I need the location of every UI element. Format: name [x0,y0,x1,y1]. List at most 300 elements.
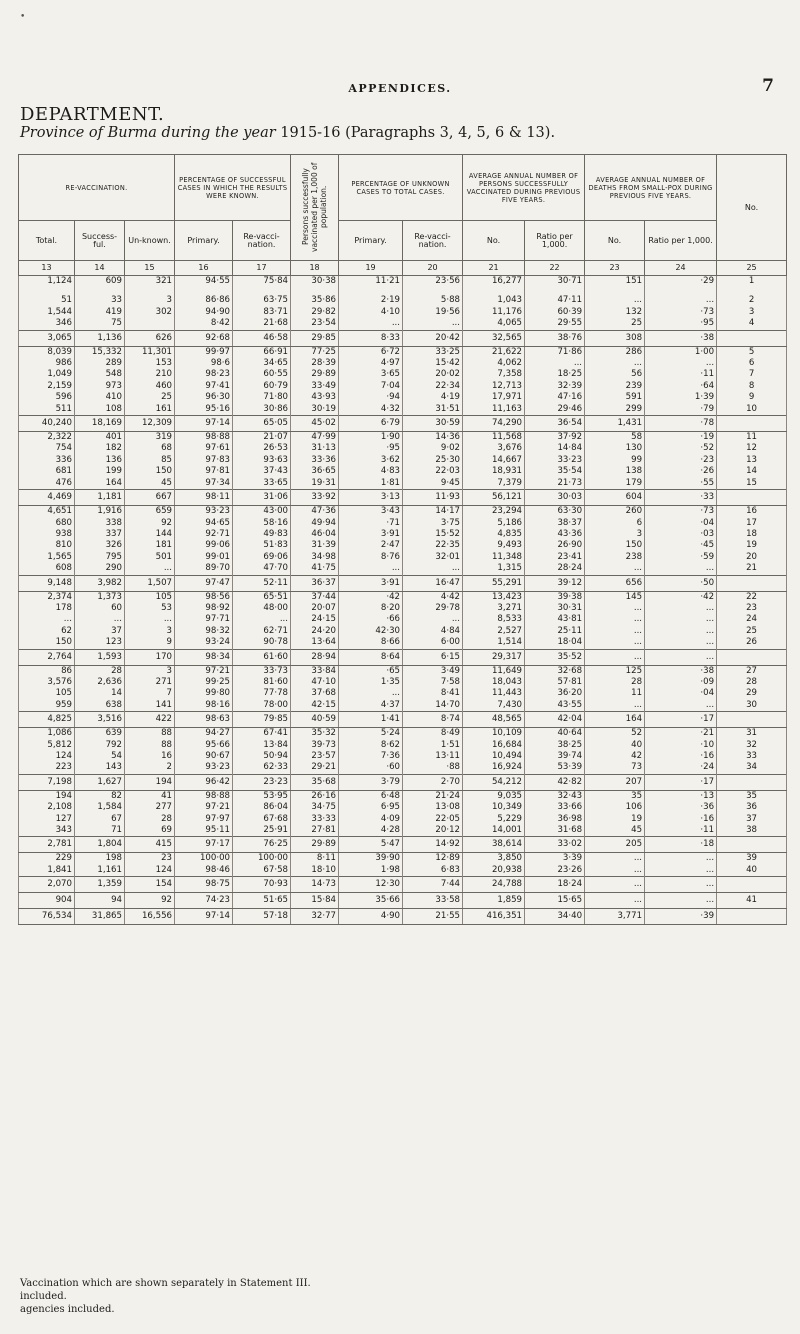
table-cell: 33·25 [403,346,463,358]
table-cell: 99·25 [175,677,233,688]
table-cell: 33·73 [233,665,291,677]
table-cell: 99 [585,455,645,466]
table-cell: 99·06 [175,540,233,551]
table-cell: 97·61 [175,443,233,454]
table-cell: 25 [125,392,175,403]
table-cell: 30·38 [291,276,339,288]
table-cell [75,287,125,295]
table-cell: 30·19 [291,404,339,416]
table-cell [291,287,339,295]
table-cell: 238 [585,552,645,563]
table-row [19,518,787,529]
table-cell: 1,373 [75,591,125,603]
table-cell: 904 [19,893,75,909]
table-cell: 34·65 [233,358,291,369]
row-number-cell: 28 [717,677,787,688]
table-cell: 36·65 [291,466,339,477]
table-cell: 32·77 [291,909,339,925]
row-number-cell [717,416,787,432]
table-cell: 46·04 [291,529,339,540]
row-number-cell [717,575,787,591]
table-cell: 51·65 [233,893,291,909]
table-cell: 959 [19,700,75,712]
total-row [19,877,787,893]
vaccination-table [18,154,787,925]
table-cell: 45 [585,825,645,837]
table-cell: ... [585,700,645,712]
table-cell: 21·68 [233,318,291,330]
table-cell: 5,229 [463,814,525,825]
table-cell: 986 [19,358,75,369]
row-number-cell: 38 [717,825,787,837]
table-cell: 42·82 [525,774,585,790]
table-cell: 3,982 [75,575,125,591]
table-row [19,637,787,649]
table-cell: 150 [19,637,75,649]
footnote-2: included. [20,1291,67,1302]
table-cell: 96·30 [175,392,233,403]
table-cell: ... [585,614,645,625]
table-cell: 1,584 [75,802,125,813]
table-cell: 33 [75,295,125,306]
table-cell: 596 [19,392,75,403]
table-cell: 150 [585,540,645,551]
table-cell: 1·98 [339,865,403,877]
table-cell: ·55 [645,478,717,490]
table-cell: ... [585,865,645,877]
table-cell: 1,431 [585,416,645,432]
table-cell: 88 [125,740,175,751]
table-cell: 41·75 [291,563,339,575]
table-cell: 97·47 [175,575,233,591]
table-row [19,506,787,518]
row-number-cell: 16 [717,506,787,518]
table-cell: ·21 [645,728,717,740]
table-cell: 94·55 [175,276,233,288]
row-number-cell: 31 [717,728,787,740]
table-cell: 18,043 [463,677,525,688]
table-cell: 22·34 [403,381,463,392]
table-cell: 33·49 [291,381,339,392]
table-cell: 11·21 [339,276,403,288]
table-cell: 31·39 [291,540,339,551]
table-cell: 681 [19,466,75,477]
table-cell: ... [75,614,125,625]
table-cell: 30·71 [525,276,585,288]
table-cell: 3 [125,295,175,306]
table-cell: 25·11 [525,626,585,637]
table-cell: 667 [125,490,175,506]
table-cell: 336 [19,455,75,466]
table-cell: 62 [19,626,75,637]
table-cell: 3 [125,665,175,677]
table-row [19,404,787,416]
table-cell: 23·23 [233,774,291,790]
table-cell: 100·00 [175,853,233,865]
table-cell: 8·20 [339,603,403,614]
table-cell: 13·08 [403,802,463,813]
department-heading: DEPARTMENT. [20,104,165,125]
table-cell: 36·20 [525,688,585,699]
table-cell: 93·23 [175,506,233,518]
table-cell: 23·26 [525,865,585,877]
table-cell: 1·00 [645,346,717,358]
table-cell: 98·63 [175,712,233,728]
table-cell: 143 [75,762,125,774]
table-cell: 47·99 [291,432,339,444]
table-cell: 41 [125,790,175,802]
table-row [19,825,787,837]
table-cell: 18·25 [525,369,585,380]
table-cell: 75·84 [233,276,291,288]
table-row [19,700,787,712]
table-cell: 11,568 [463,432,525,444]
table-cell: 343 [19,825,75,837]
table-cell: ·39 [645,909,717,925]
table-cell: 11,649 [463,665,525,677]
table-cell: 7·36 [339,751,403,762]
table-cell: 6·72 [339,346,403,358]
table-cell: 40·59 [291,712,339,728]
table-cell: 1,544 [19,307,75,318]
table-cell: 20·42 [403,330,463,346]
table-cell: 37·43 [233,466,291,477]
table-cell: ... [339,688,403,699]
table-cell: ... [645,893,717,909]
table-cell: 656 [585,575,645,591]
table-cell: 33·36 [291,455,339,466]
table-cell: 3,065 [19,330,75,346]
table-cell: 15,332 [75,346,125,358]
table-cell: 132 [585,307,645,318]
table-cell: 57·81 [525,677,585,688]
table-cell: 35·54 [525,466,585,477]
table-cell: 1,161 [75,865,125,877]
table-cell: 35 [585,790,645,802]
table-cell: ·10 [645,740,717,751]
table-cell: ·29 [645,276,717,288]
table-cell: 7,358 [463,369,525,380]
table-cell: 15·84 [291,893,339,909]
table-cell: 98·75 [175,877,233,893]
table-cell: 289 [75,358,125,369]
table-cell: 39·74 [525,751,585,762]
table-row [19,591,787,603]
table-cell: 92·71 [175,529,233,540]
table-cell: 97·21 [175,802,233,813]
table-cell: 97·21 [175,665,233,677]
table-row [19,814,787,825]
table-cell: 36·37 [291,575,339,591]
table-cell: 8·33 [339,330,403,346]
table-cell: ·42 [339,591,403,603]
table-cell: 9·02 [403,443,463,454]
total-row [19,909,787,925]
table-cell: 13·64 [291,637,339,649]
table-cell: 1·39 [645,392,717,403]
row-number-cell: 34 [717,762,787,774]
table-row [19,346,787,358]
table-row [19,295,787,306]
table-cell: 1,804 [75,837,125,853]
table-cell: 5,186 [463,518,525,529]
table-cell: 37·44 [291,591,339,603]
table-cell: 3·75 [403,518,463,529]
table-cell: 1,916 [75,506,125,518]
table-cell: 12·89 [403,853,463,865]
table-cell: 8·41 [403,688,463,699]
title-year: 1915-16 [280,125,341,141]
table-cell: 4·37 [339,700,403,712]
table-cell: 2,159 [19,381,75,392]
table-cell: 70·93 [233,877,291,893]
table-cell: 4·32 [339,404,403,416]
table-cell: 71 [75,825,125,837]
column-number: 13 [19,261,75,276]
table-cell: 2,764 [19,649,75,665]
table-cell: 20,938 [463,865,525,877]
table-cell: 71·80 [233,392,291,403]
table-title [20,125,555,141]
table-cell: 60·39 [525,307,585,318]
row-number-cell: 32 [717,740,787,751]
table-cell: 33·84 [291,665,339,677]
row-number-cell [717,287,787,295]
table-cell: ... [645,626,717,637]
table-cell: 8·42 [175,318,233,330]
table-cell: 38·76 [525,330,585,346]
table-row [19,276,787,288]
table-cell: 32·43 [525,790,585,802]
row-number-cell: 7 [717,369,787,380]
spacer-row [19,287,787,295]
table-cell: 8·74 [403,712,463,728]
table-cell: 12,713 [463,381,525,392]
table-cell: 1,086 [19,728,75,740]
table-cell: ... [403,614,463,625]
table-cell: 1,514 [463,637,525,649]
table-cell: 50·94 [233,751,291,762]
table-row [19,665,787,677]
header-row-groups [19,155,787,221]
table-cell: 338 [75,518,125,529]
table-cell: 8·66 [339,637,403,649]
table-cell: 22·35 [403,540,463,551]
table-cell: 14·73 [291,877,339,893]
table-cell: 20·07 [291,603,339,614]
table-cell: 7,379 [463,478,525,490]
table-row [19,563,787,575]
table-cell: 29·55 [525,318,585,330]
table-cell: 98·16 [175,700,233,712]
table-cell: ... [339,563,403,575]
page-mark: • [20,12,26,22]
table-cell: 67·68 [233,814,291,825]
table-cell: ·42 [645,591,717,603]
table-cell: 416,351 [463,909,525,925]
table-cell: 8·11 [291,853,339,865]
table-cell: 29·89 [291,837,339,853]
table-cell: ... [585,649,645,665]
header-primary-unknown: Primary. [339,221,403,261]
column-number: 25 [717,261,787,276]
header-revacc-unknown: Re-vacci-nation. [403,221,463,261]
table-cell: 98·6 [175,358,233,369]
table-cell: 3·79 [339,774,403,790]
table-cell: 23·56 [403,276,463,288]
table-cell: 24,788 [463,877,525,893]
table-cell [463,287,525,295]
table-cell: 2,374 [19,591,75,603]
table-cell: 151 [585,276,645,288]
table-cell: 4,825 [19,712,75,728]
table-cell: 18,169 [75,416,125,432]
table-cell: ... [525,358,585,369]
table-body [19,261,787,925]
table-cell: 8·76 [339,552,403,563]
table-row [19,392,787,403]
table-cell: 23·54 [291,318,339,330]
table-cell: 16,924 [463,762,525,774]
table-cell: 77·78 [233,688,291,699]
table-cell: 25·91 [233,825,291,837]
table-cell: 93·23 [175,762,233,774]
table-cell: 608 [19,563,75,575]
table-cell: 97·41 [175,381,233,392]
table-cell: 4·83 [339,466,403,477]
table-row [19,358,787,369]
table-cell: ... [585,626,645,637]
table-cell: ... [125,614,175,625]
row-number-cell [717,877,787,893]
table-cell: 14,001 [463,825,525,837]
table-cell: 229 [19,853,75,865]
table-cell: 178 [19,603,75,614]
table-cell: 1·90 [339,432,403,444]
table-cell: 35·52 [525,649,585,665]
table-cell: 422 [125,712,175,728]
column-number: 21 [463,261,525,276]
row-number-cell: 37 [717,814,787,825]
row-number-cell: 41 [717,893,787,909]
table-cell: 626 [125,330,175,346]
table-cell: 19 [585,814,645,825]
table-cell: 89·70 [175,563,233,575]
table-cell: 94·27 [175,728,233,740]
table-cell: 31·68 [525,825,585,837]
table-cell: 319 [125,432,175,444]
table-cell [19,287,75,295]
table-cell: 62·33 [233,762,291,774]
table-cell: 37 [75,626,125,637]
column-number: 15 [125,261,175,276]
title-suffix: (Paragraphs 3, 4, 5, 6 & 13). [340,125,556,141]
row-number-cell: 35 [717,790,787,802]
table-cell: 1·35 [339,677,403,688]
table-cell: 31·06 [233,490,291,506]
table-cell: ·13 [645,790,717,802]
table-row [19,307,787,318]
table-cell: 2·70 [403,774,463,790]
table-cell: 9,035 [463,790,525,802]
header-unknown: Un-known. [125,221,175,261]
column-number-row [19,261,787,276]
table-cell: 164 [75,478,125,490]
table-cell: 51 [19,295,75,306]
row-number-cell: 17 [717,518,787,529]
row-number-cell: 23 [717,603,787,614]
table-cell: 98·23 [175,369,233,380]
table-cell: 33·33 [291,814,339,825]
table-cell: 810 [19,540,75,551]
table-cell: 223 [19,762,75,774]
table-cell: 37·92 [525,432,585,444]
table-cell: 42 [585,751,645,762]
table-cell: 145 [585,591,645,603]
table-cell: 3·39 [525,853,585,865]
table-cell: ·64 [645,381,717,392]
column-number: 23 [585,261,645,276]
table-cell: 46·58 [233,330,291,346]
row-number-cell: 2 [717,295,787,306]
row-number-cell: 20 [717,552,787,563]
header-revacc: Re-vacci-nation. [233,221,291,261]
table-cell: 210 [125,369,175,380]
table-cell: 136 [75,455,125,466]
table-cell: 3,271 [463,603,525,614]
table-cell: 29·21 [291,762,339,774]
table-cell: 11,443 [463,688,525,699]
table-cell: 99·01 [175,552,233,563]
table-cell: 81·60 [233,677,291,688]
table-cell: 1·81 [339,478,403,490]
table-cell: 36·54 [525,416,585,432]
table-cell: 12·30 [339,877,403,893]
header-deaths-no: No. [585,221,645,261]
row-number-cell: 18 [717,529,787,540]
table-cell: 39·73 [291,740,339,751]
row-number-cell: 24 [717,614,787,625]
table-cell: 28 [125,814,175,825]
table-cell: 69 [125,825,175,837]
table-cell: 40,240 [19,416,75,432]
table-cell: 13,423 [463,591,525,603]
table-row [19,432,787,444]
table-cell: 11,301 [125,346,175,358]
table-cell: 8,533 [463,614,525,625]
table-cell: ... [403,318,463,330]
page-number: 7 [762,76,774,96]
table-cell: 154 [125,877,175,893]
table-cell: 85 [125,455,175,466]
table-cell: ·38 [645,330,717,346]
table-cell: 15·65 [525,893,585,909]
table-cell: 28·24 [525,563,585,575]
table-cell: 8,039 [19,346,75,358]
table-cell: 76,534 [19,909,75,925]
table-cell: 5,812 [19,740,75,751]
table-cell: 32·68 [525,665,585,677]
table-cell: 21·24 [403,790,463,802]
row-number-cell: 21 [717,563,787,575]
row-number-cell: 10 [717,404,787,416]
table-cell: 3,850 [463,853,525,865]
table-cell: 36·98 [525,814,585,825]
table-cell: 3·13 [339,490,403,506]
row-number-cell: 1 [717,276,787,288]
table-row [19,790,787,802]
table-cell: 144 [125,529,175,540]
